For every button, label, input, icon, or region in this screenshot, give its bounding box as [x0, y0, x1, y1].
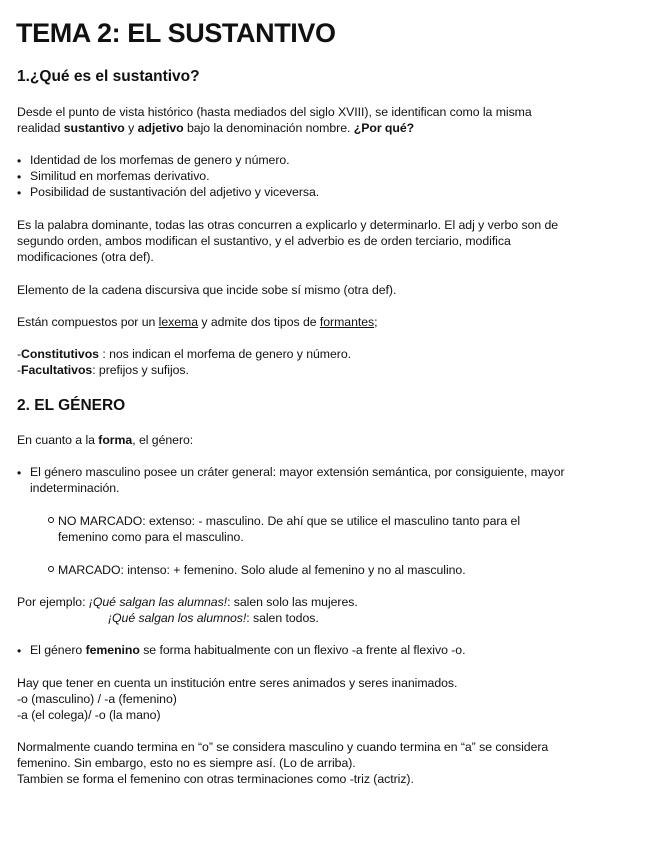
list-item: Identidad de los morfemas de genero y número.	[30, 153, 290, 167]
paragraph-line: Normalmente cuando termina en “o” se considera masculino y cuando termina en “a” se considera	[17, 740, 549, 754]
intro-line-2	[17, 120, 414, 136]
femenino-term: femenino	[85, 643, 140, 657]
example-quote: ¡Qué salgan los alumnos!	[108, 611, 247, 625]
list-item	[30, 642, 465, 658]
sustantivo-term: sustantivo	[63, 121, 125, 135]
text: : prefijos y sufijos.	[92, 363, 189, 377]
bullet-dot: •	[17, 154, 22, 168]
circle-bullet-icon	[48, 517, 54, 523]
bullet-dot: •	[17, 170, 22, 184]
constitutivos-term: Constitutivos	[21, 347, 99, 361]
paragraph-line	[17, 314, 378, 330]
text: Por ejemplo:	[17, 595, 89, 609]
paragraph-line: -a (el colega)/ -o (la mano)	[17, 708, 161, 722]
intro-text: y	[124, 121, 138, 135]
text: Están compuestos por un	[17, 315, 159, 329]
text: -	[17, 363, 22, 377]
facultativos-line	[17, 362, 189, 378]
intro-line-1: Desde el punto de vista histórico (hasta mediados del siglo XVIII), se identifican como la misma	[17, 105, 532, 119]
forma-term: forma	[98, 433, 133, 447]
paragraph-line	[17, 432, 193, 448]
lexema-term: lexema	[158, 315, 199, 329]
paragraph-line: segundo orden, ambos modifican el sustantivo, y el adverbio es de orden terciario, modifica	[17, 234, 511, 248]
bullet-dot: •	[17, 466, 22, 480]
list-item: El género masculino posee un cráter general: mayor extensión semántica, por consiguiente, mayor	[30, 465, 565, 479]
paragraph-line: Hay que tener en cuenta un institución entre seres animados y seres inanimados.	[17, 676, 458, 690]
example-quote: ¡Qué salgan las alumnas!	[88, 595, 228, 609]
constitutivos-line	[17, 346, 351, 362]
sub-item: MARCADO: intenso: + femenino. Solo alude al femenino y no al masculino.	[58, 563, 466, 577]
text: : nos indican el morfema de genero y número.	[98, 347, 351, 361]
text: , el género:	[132, 433, 194, 447]
intro-text: bajo la denominación nombre.	[183, 121, 354, 135]
text: y admite dos tipos de	[198, 315, 320, 329]
bullet-dot: •	[17, 644, 22, 658]
text: El género	[30, 643, 86, 657]
list-item: Posibilidad de sustantivación del adjetivo y viceversa.	[30, 185, 320, 199]
page-title: TEMA 2: EL SUSTANTIVO	[16, 18, 336, 48]
example-line-1	[17, 594, 358, 610]
list-item: indeterminación.	[30, 481, 120, 495]
example-line-2	[108, 610, 319, 626]
text: se forma habitualmente con un flexivo -a frente al flexivo -o.	[139, 643, 466, 657]
section-2-heading: 2. EL GÉNERO	[17, 397, 126, 414]
text: En cuanto a la	[17, 433, 99, 447]
paragraph-line: modificaciones (otra def).	[17, 250, 154, 264]
bullet-dot: •	[17, 186, 22, 200]
section-1-heading: 1.¿Qué es el sustantivo?	[17, 68, 200, 85]
sub-item: femenino como para el masculino.	[58, 530, 244, 544]
intro-text: realidad	[17, 121, 64, 135]
text: -	[17, 347, 22, 361]
list-item: Similitud en morfemas derivativo.	[30, 169, 210, 183]
adjetivo-term: adjetivo	[137, 121, 184, 135]
text: ;	[374, 315, 378, 329]
formantes-term: formantes	[319, 315, 375, 329]
por-que-question: ¿Por qué?	[353, 121, 415, 135]
paragraph-line: Elemento de la cadena discursiva que incide sobe sí mismo (otra def).	[17, 283, 397, 297]
sub-item: NO MARCADO: extenso: - masculino. De ahí que se utilice el masculino tanto para el	[58, 514, 521, 528]
text: : salen solo las mujeres.	[227, 595, 358, 609]
text: : salen todos.	[246, 611, 319, 625]
paragraph-line: Tambien se forma el femenino con otras terminaciones como -triz (actriz).	[17, 772, 414, 786]
circle-bullet-icon	[48, 566, 54, 572]
paragraph-line: femenino. Sin embargo, esto no es siempre así. (Lo de arriba).	[17, 756, 356, 770]
paragraph-line: -o (masculino) / -a (femenino)	[17, 692, 177, 706]
facultativos-term: Facultativos	[21, 363, 93, 377]
paragraph-line: Es la palabra dominante, todas las otras concurren a explicarlo y determinarlo. El adj y verbo son de	[17, 218, 559, 232]
